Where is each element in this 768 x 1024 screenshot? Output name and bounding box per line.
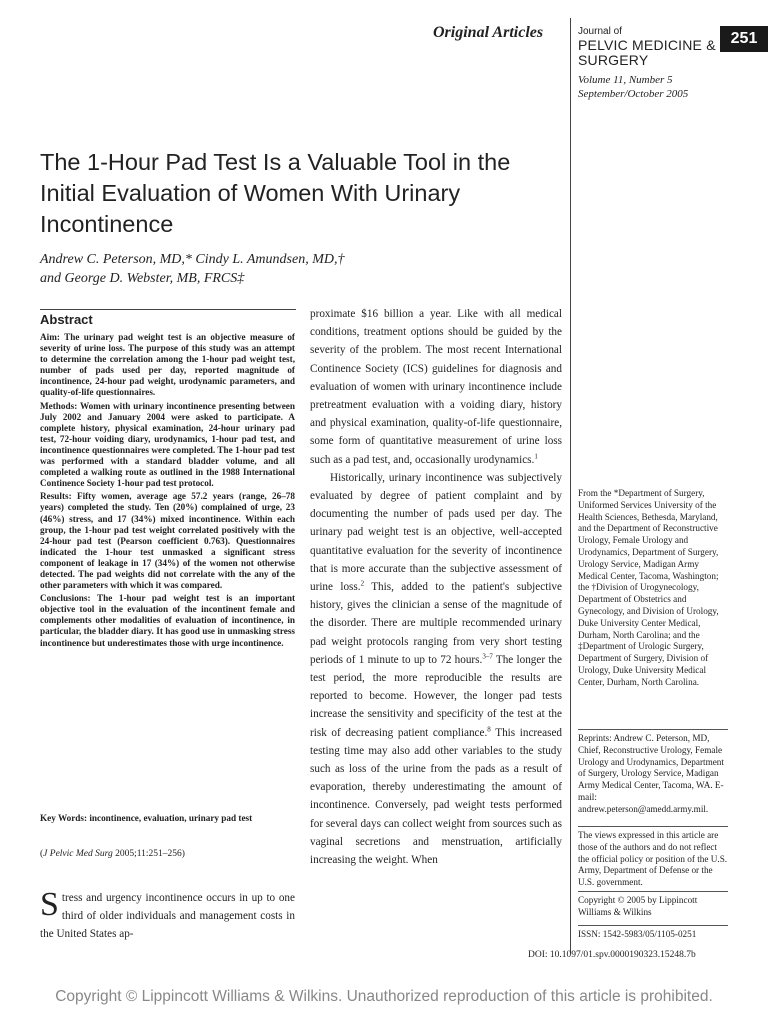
body-p2d-text: This increased testing time may also add other variables to the study such as loss of the urine from the pads as a result of evaporation, thereby underestimating the amount of incontinence. Conversely, pad weight tests performed for several days can collect weight from sources such as vaginal secretions and menstruation, artificially increasing the weight. When [310,726,562,867]
sidebar-rule-1 [578,729,728,730]
reprints: Reprints: Andrew C. Peterson, MD, Chief, Reconstructive Urology, Female Urology and Urodynamics, Department of Surgery, Urology Service, Madigan Army Medical Center, Tacoma, WA. E-mail: andrew.peterson@amedd.army.mil. [578,733,724,814]
body-paragraph-1 [310,305,562,469]
body-p2b-text: This, added to the patient's subjective history, gives the clinician a sense of the magnitude of the disorder. There are multiple recommended urinary pad weight protocols ranging from very short testing periods of 1 minute to up to 72 hours. [310,581,562,666]
abstract-conclusions: Conclusions: The 1-hour pad weight test is an important objective tool in the evaluation of the incontinent female and complements other modalities of evaluation of incontinence, in particular, the bladder diary. It has good use in unmasking stress incontinence but underestimates those with urge incontinence. [40,593,295,648]
column-divider [570,18,571,953]
volume: Volume 11, Number 5 [578,74,673,86]
footer-copyright: Copyright © Lippincott Williams & Wilkins. Unauthorized reproduction of this article is prohibited. [55,988,713,1005]
ref-1: 1 [534,451,538,460]
ref-2: 2 [360,579,365,588]
citation-journal: J Pelvic Med Surg [43,849,113,859]
doi: DOI: 10.1097/01.spv.0000190323.15248.7b [528,950,696,960]
ref-3: 3–7 [482,652,493,661]
issn: ISSN: 1542-5983/05/1105-0251 [578,929,697,939]
authors-line-2: and George D. Webster, MB, FRCS‡ [40,271,245,286]
journal-masthead [578,26,716,101]
abstract-aim: Aim: The urinary pad weight test is an objective measure of severity of urine loss. The purpose of this study was an attempt to determine the correlation among the 1-hour pad weight test, number of pads used per day, reported magnitude of incontinence, 24-hour pad weight, urodynamic parameters, and quality-of-life questionnaires. [40,332,295,398]
citation-rest: 2005;11:251–256) [112,849,185,859]
sidebar-rule-2 [578,826,728,827]
section-label: Original Articles [433,24,544,41]
abstract-rule [40,309,296,310]
abstract-body [40,332,295,651]
body-p1-text: proximate $16 billion a year. Like with all medical conditions, treatment options should be guided by the severity of the problem. The most recent International Continence Society (ICS) guidelines for diagnosis and evaluation of women with urinary incontinence include pretreatment evaluation with a voiding diary, history and physical examination, quality-of-life questionnaire, some form of quantitative measurement of urine loss such as a pad test, and, occasionally urodynamics. [310,308,562,466]
journal-name-2: SURGERY [578,52,649,68]
article-title: The 1-Hour Pad Test Is a Valuable Tool in the Initial Evaluation of Women With Urinary Incontinence [40,149,511,237]
body-left-text: tress and urgency incontinence occurs in up to one third of older individuals and management costs in the United States ap- [40,892,295,941]
body-left-column [40,886,295,944]
disclaimer: The views expressed in this article are those of the authors and do not reflect the official policy or position of the U.S. Army, Department of Defense or the U.S. government. [578,830,728,888]
body-p2c-text: The longer the test period, the more reproducible the results are reported to become. However, the longer pad tests increase the sensitivity and specificity of the test at the risk of decreasing patient compliance. [310,653,562,739]
citation: (J Pelvic Med Surg 2005;11:251–256) [40,849,185,859]
abstract-results: Results: Fifty women, average age 57.2 years (range, 26–78 years) completed the study. Ten (20%) complained of urge, 23 (46%) stress, and 17 (34%) mixed incontinence. Within each group, the 1-hour pad test weight correlated positively with the 24-hour pad test (Pearson coefficient 0.763). Questionnaires indicated the 1-hour test unmasked a significant stress component of leakage in 17 (34%) of the women not otherwise detected. The pad weights did not correlate with the any of the other parameters with which it was compared. [40,491,295,591]
abstract-methods: Methods: Women with urinary incontinence presenting between July 2002 and January 2004 were asked to participate. A complete history, physical examination, 24-hour urinary pad test, 72-hour voiding diary, urodynamics, 1-hour pad test, and incontinence questionnaires were completed. The 1-hour pad test was performed with a standard bladder volume, and all completed a walking route as outlined in the 1988 International Continence Society 1-hour pad test protocol. [40,400,295,489]
page-number: 251 [720,26,768,52]
journal-name-1: PELVIC MEDICINE & [578,37,716,53]
drop-cap: S [40,886,59,923]
affiliations: From the *Department of Surgery, Uniformed Services University of the Health Sciences, Bethesda, Maryland, and the Department of Reconstructive Urology, Female Urology and Urodynamics, Department of Surgery, Urology Service, Madigan Army Medical Center, Tacoma, Washington; the †Division of Urogynecology, Department of Obstetrics and Gynecology, and Division of Urology, Duke University Center Medical, Durham, North Carolina; and the ‡Department of Urologic Surgery, Department of Surgery, Division of Urology, Duke University Medical Center, Durham, North Carolina. [578,488,719,687]
sidebar-rule-3 [578,891,728,892]
ref-4: 8 [487,724,491,733]
abstract-heading: Abstract [40,312,93,327]
issue-date: September/October 2005 [578,88,689,100]
keywords: Key Words: incontinence, evaluation, urinary pad test [40,813,253,823]
body-paragraph-2 [310,469,562,869]
body-p2a-text: Historically, urinary incontinence was subjectively evaluated by degree of patient complaint and by documenting the number of pads used per day. The urinary pad weight test is an objective, well-accepted quantitative evaluation for the severity of incontinence that is more accurate than the subjective assessment of urine loss. [310,471,562,594]
journal-copyright: Copyright © 2005 by Lippincott Williams & Wilkins [578,895,698,917]
authors-line-1: Andrew C. Peterson, MD,* Cindy L. Amundsen, MD,† [40,252,345,267]
sidebar-rule-4 [578,925,728,926]
body-right-column [310,305,562,869]
journal-of: Journal of [578,26,622,37]
authors [40,250,560,288]
